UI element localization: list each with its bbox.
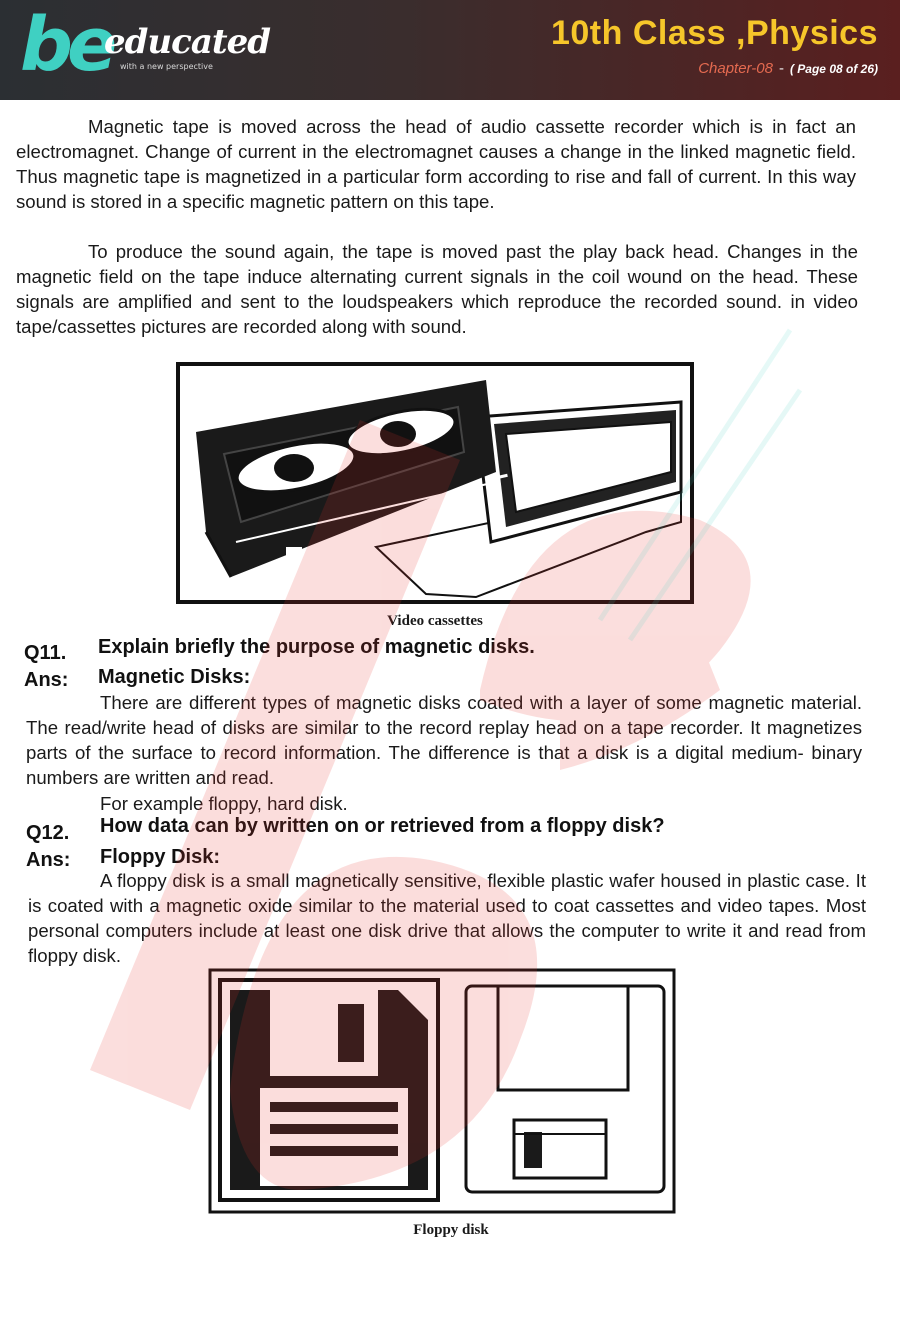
logo-word: educated	[104, 22, 270, 62]
page-number: ( Page 08 of 26)	[789, 62, 878, 76]
question-label-q12: Q12.	[26, 822, 70, 844]
question-label-q11: Q11.	[24, 642, 67, 664]
floppy-disk-illustration	[208, 968, 676, 1214]
logo-mark: be	[20, 2, 112, 88]
paragraph-floppy-disk: A floppy disk is a small magnetically sensitive, flexible plastic wafer housed in plastic case. It is coated with a magnetic oxide similar to the material used to coat cassettes and video tapes. Most personal computers include at least one disk drive that allows the computer to write it and read from floppy disk.	[28, 870, 866, 966]
question-text-q11: Explain briefly the purpose of magnetic disks.	[98, 636, 535, 658]
beeducated-logo	[12, 2, 270, 94]
paragraph-magnetic-tape: Magnetic tape is moved across the head of audio cassette recorder which is in fact an electromagnet. Change of current in the electromagnet causes a change in the linked magnetic field. Thus magnetic tape is magnetized in a particular form according to rise and fall of current. In this way sound is stored in a specific magnetic pattern on this tape.	[16, 116, 856, 212]
paragraph-playback: To produce the sound again, the tape is moved past the play back head. Changes in the magnetic field on the tape induce alternating current signals in the coil wound on the head. These signals are amplified and sent to the loudspeakers which reproduce the recorded sound. in video tape/cassettes pictures are recorded along with sound.	[16, 241, 858, 337]
answer-heading-floppy-disk: Floppy Disk:	[100, 846, 221, 868]
separator: -	[778, 60, 784, 77]
page-header	[0, 0, 900, 100]
page-subtitle	[698, 60, 878, 77]
chapter-label: Chapter-08	[698, 60, 773, 77]
question-text-q12: How data can by written on or retrieved from a floppy disk?	[100, 815, 665, 837]
page-title: 10th Class ,Physics	[550, 14, 878, 52]
paragraph-example: For example floppy, hard disk.	[100, 793, 348, 814]
paragraph-magnetic-disks: There are different types of magnetic disks coated with a layer of some magnetic material. The read/write head of disks are similar to the record replay head on a tape recorder. It magnetizes parts of the surface to record information. The difference is that a disk is a digital medium- binary numbers are written and read.	[26, 692, 862, 788]
answer-label-q11: Ans:	[24, 669, 69, 691]
answer-label-q12: Ans:	[26, 849, 71, 871]
video-cassette-illustration	[176, 362, 694, 604]
figure-caption-video: Video cassettes	[387, 613, 483, 629]
answer-heading-magnetic-disks: Magnetic Disks:	[98, 666, 251, 688]
figure-caption-floppy: Floppy disk	[413, 1222, 489, 1238]
logo-tagline: with a new perspective	[120, 62, 213, 71]
